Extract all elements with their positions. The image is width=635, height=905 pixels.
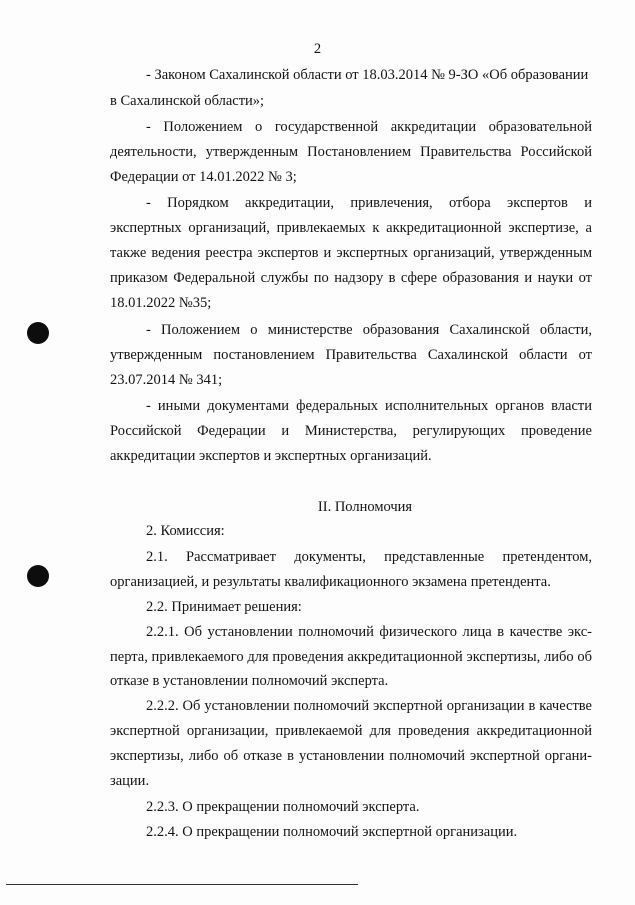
text-line: 2.2.1. Об установлении полномочий физического лица в качестве экс- bbox=[146, 624, 592, 640]
text-line: экспертных организаций, привлекаемых к аккредитационной экспертизе, а bbox=[110, 220, 592, 236]
text-line: 23.07.2014 № 341; bbox=[110, 372, 223, 388]
text-line: Российской Федерации и Министерства, регулирующих проведение bbox=[110, 423, 592, 439]
text-line: - Порядком аккредитации, привлечения, отбора экспертов и bbox=[146, 195, 592, 211]
text-line: - иными документами федеральных исполнительных органов власти bbox=[146, 398, 592, 414]
text-line: - Положением о министерстве образования Сахалинской области, bbox=[146, 322, 592, 338]
text-line: организацией, и результаты квалификационного экзамена претендента. bbox=[110, 574, 551, 590]
text-line: в Сахалинской области»; bbox=[110, 93, 265, 109]
footer-rule bbox=[6, 884, 358, 885]
text-line: 18.01.2022 №35; bbox=[110, 295, 212, 311]
text-line: 2.2.4. О прекращении полномочий экспертной организации. bbox=[146, 824, 518, 840]
text-line: 2. Комиссия: bbox=[146, 523, 225, 539]
text-line: деятельности, утвержденным Постановлением Правительства Российской bbox=[110, 144, 592, 160]
text-line: 2.2. Принимает решения: bbox=[146, 599, 302, 615]
text-line: аккредитации экспертов и экспертных организаций. bbox=[110, 448, 432, 464]
text-line: приказом Федеральной службы по надзору в сфере образования и науки от bbox=[110, 270, 592, 286]
text-line: - Законом Сахалинской области от 18.03.2014 № 9-ЗО «Об образовании bbox=[146, 67, 589, 83]
text-line: перта, привлекаемого для проведения аккредитационной экспертизы, либо об bbox=[110, 649, 592, 665]
punch-hole bbox=[27, 565, 49, 587]
text-line: 2.1. Рассматривает документы, представленные претендентом, bbox=[146, 549, 592, 565]
page-number: 2 bbox=[313, 41, 322, 57]
text-line: 2.2.3. О прекращении полномочий эксперта. bbox=[146, 799, 420, 815]
text-line: экспертной организации, привлекаемой для проведения аккредитационной bbox=[110, 723, 592, 739]
text-line: - Положением о государственной аккредитации образовательной bbox=[146, 119, 592, 135]
text-line: также ведения реестра экспертов и экспертных организаций, утвержденным bbox=[110, 245, 592, 261]
text-line: экспертизы, либо об отказе в установлении полномочий экспертной органи- bbox=[110, 748, 592, 764]
text-line: зации. bbox=[110, 773, 150, 789]
section-heading: II. Полномочия bbox=[317, 499, 413, 515]
text-line: 2.2.2. Об установлении полномочий экспертной организации в качестве bbox=[146, 698, 592, 714]
text-line: отказе в установлении полномочий эксперта. bbox=[110, 673, 389, 689]
text-line: Федерации от 14.01.2022 № 3; bbox=[110, 169, 297, 185]
text-line: утвержденным постановлением Правительства Сахалинской области от bbox=[110, 347, 592, 363]
punch-hole bbox=[27, 322, 49, 344]
